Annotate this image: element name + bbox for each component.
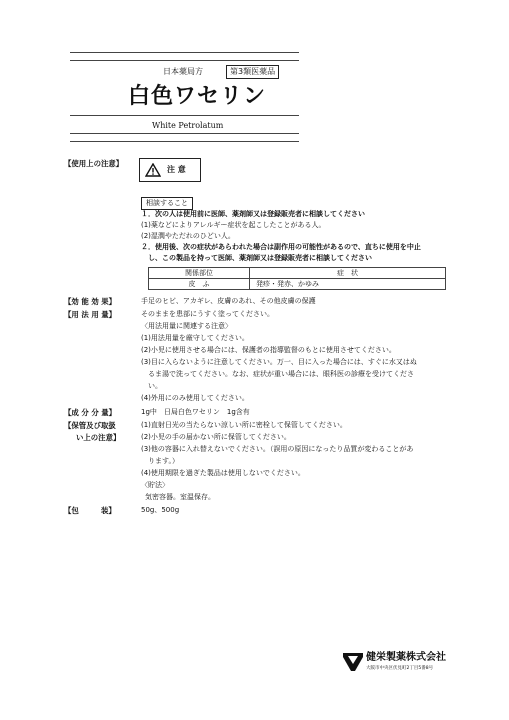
- caution-label: 注 意: [167, 165, 186, 174]
- maker-address: 大阪市中央区伏見町2丁目5番8号: [366, 666, 434, 671]
- storage-item: (3)他の容器に入れ替えないでください。（誤用の原因になったり品質が変わることがあ: [141, 445, 414, 453]
- storage-item: (4)使用期限を過ぎた製品は使用しないでください。: [141, 469, 305, 477]
- maker-name: 健栄製薬株式会社: [366, 652, 446, 663]
- maker-logo-icon: [343, 653, 363, 671]
- package-text: 50g、500g: [141, 506, 180, 514]
- symptom-table: [148, 267, 446, 290]
- top-rule: [70, 52, 299, 53]
- title-rule: [70, 115, 299, 116]
- pharmacopoeia-label: 日本薬局方: [163, 67, 203, 76]
- table-header-row: [149, 268, 446, 279]
- usage-precautions-heading: 【使用上の注意】: [64, 159, 124, 168]
- table-header: 関係部位: [149, 268, 250, 279]
- storage-heading-2: い上の注意】: [76, 433, 121, 442]
- storage-item: (1)直射日光の当たらない涼しい所に密栓して保管してください。: [141, 421, 347, 429]
- dosage-related-heading: 〈用法用量に関連する注意〉: [141, 322, 232, 330]
- top-rule-2: [70, 60, 299, 61]
- storage-item: ります。）: [141, 457, 179, 465]
- ingredients-text: 1g中 日局白色ワセリン 1g含有: [141, 408, 250, 416]
- ingredients-heading: 【成 分 分 量】: [64, 408, 117, 417]
- dosage-item: (2)小児に使用させる場合には、保護者の指導監督のもとに使用させてください。: [141, 346, 396, 354]
- dosage-text: そのままを患部にうすく塗ってください。: [141, 310, 274, 318]
- storage-item: (2)小児の手の届かない所に保管してください。: [141, 433, 291, 441]
- table-cell: 発疹・発赤、かゆみ: [250, 279, 446, 290]
- storage-sub-heading: 〈貯法〉: [141, 481, 169, 489]
- consult-box: 相談すること: [141, 197, 193, 210]
- precaution-item: (2)湿潤やただれのひどい人。: [141, 232, 235, 240]
- table-cell: 皮 ふ: [149, 279, 250, 290]
- product-title: 白色ワセリン: [128, 84, 267, 109]
- table-header: 症 状: [250, 268, 446, 279]
- maker-logo: [343, 653, 363, 671]
- package-heading: 【包 装】: [64, 506, 116, 515]
- dosage-heading: 【用 法 用 量】: [64, 310, 117, 319]
- warning-icon: [145, 163, 161, 177]
- efficacy-heading: 【効 能 効 果】: [64, 297, 117, 306]
- drug-class-badge: 第3類医薬品: [226, 65, 279, 79]
- dosage-item: い。: [141, 382, 162, 390]
- dosage-item: (4)外用にのみ使用してください。: [141, 394, 249, 402]
- title-rule-3: [70, 141, 299, 142]
- dosage-item: (3)目に入らないように注意してください。万一、目に入った場合には、すぐに水又はぬ: [141, 358, 417, 366]
- table-row: [149, 279, 446, 290]
- precaution-item: し、この製品を持って医師、薬剤師又は登録販売者に相談してください: [141, 254, 372, 262]
- precaution-item: １．次の人は使用前に医師、薬剤師又は登録販売者に相談してください: [141, 210, 365, 218]
- storage-sub-text: 気密容器。室温保存。: [145, 493, 215, 501]
- precaution-item: ２．使用後、次の症状があらわれた場合は副作用の可能性があるので、直ちに使用を中止: [141, 243, 421, 251]
- title-rule-2: [70, 133, 299, 134]
- dosage-item: るま湯で洗ってください。なお、症状が重い場合には、眼科医の診療を受けてくださ: [141, 370, 414, 378]
- efficacy-text: 手足のヒビ、アカギレ、皮膚のあれ、その他皮膚の保護: [141, 297, 316, 305]
- latin-name: White Petrolatum: [152, 121, 224, 130]
- dosage-item: (1)用法用量を厳守してください。: [141, 334, 249, 342]
- precaution-item: (1)薬などによりアレルギー症状を起こしたことがある人。: [141, 221, 326, 229]
- caution-box: [139, 158, 201, 182]
- storage-heading: 【保管及び取扱: [64, 421, 116, 430]
